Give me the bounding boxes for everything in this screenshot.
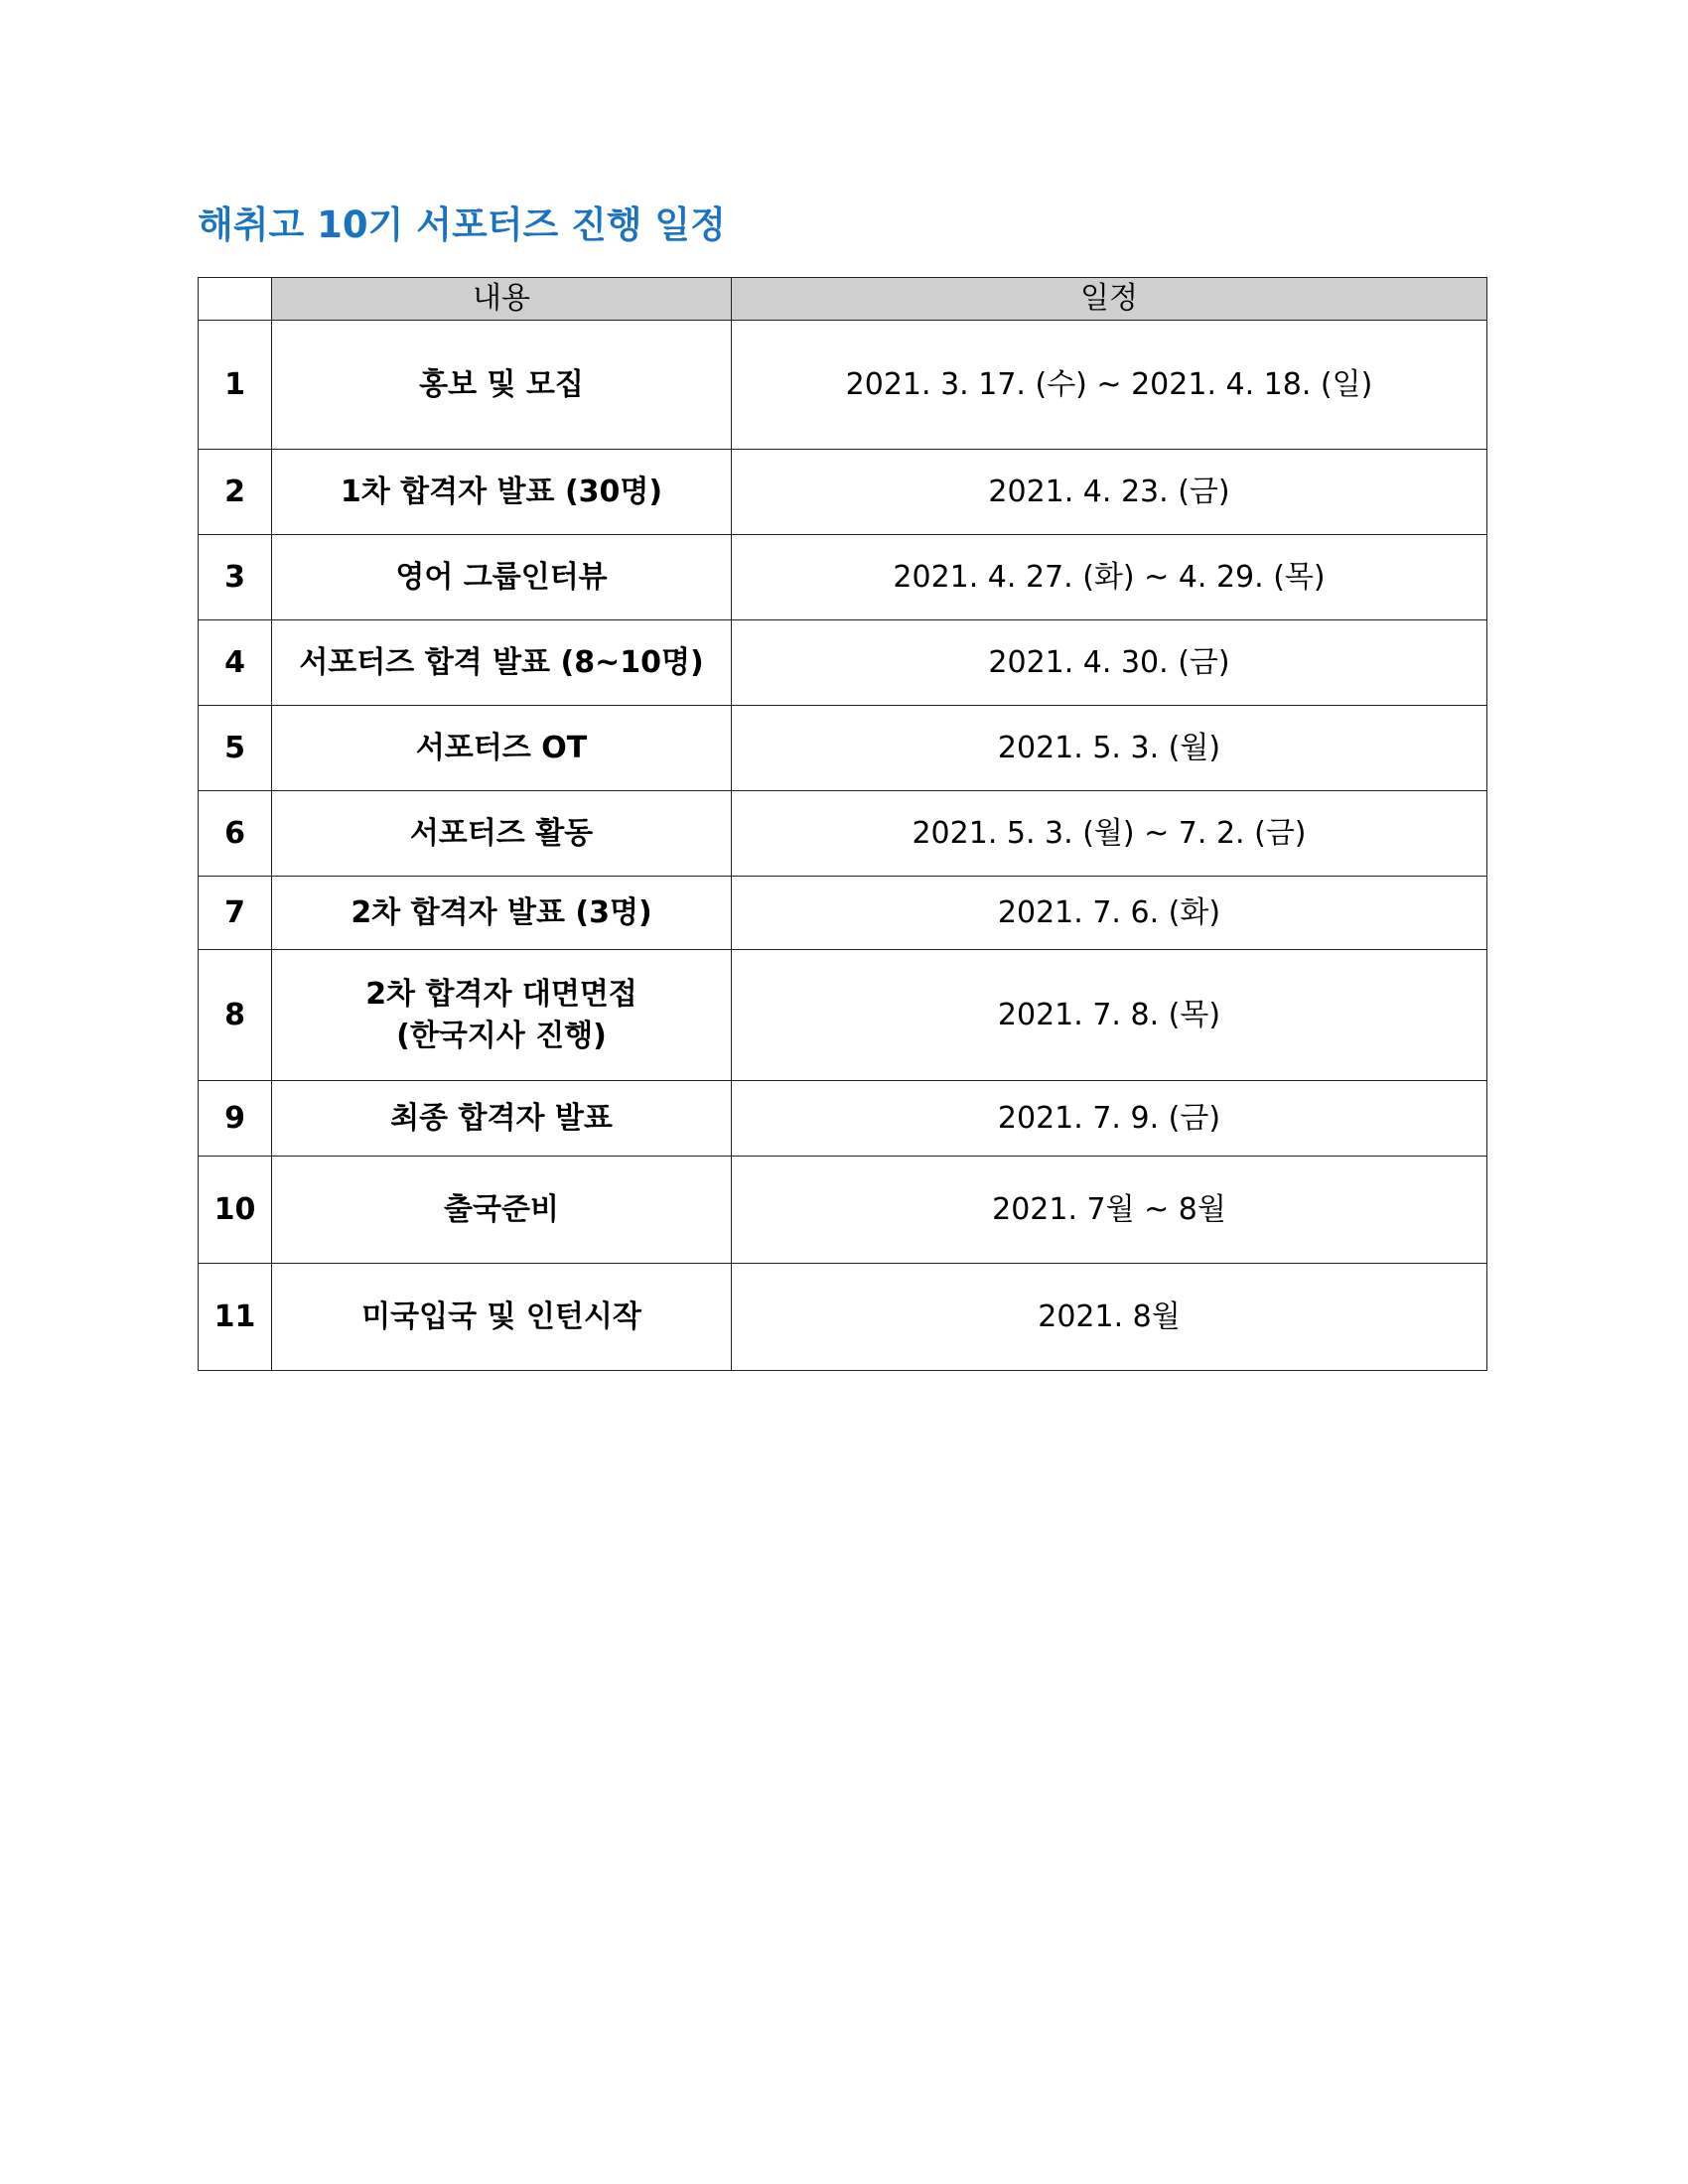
row-date: 2021. 7월 ~ 8월	[732, 1157, 1487, 1264]
table-row	[199, 1264, 1487, 1371]
row-number: 9	[199, 1081, 272, 1157]
row-number: 1	[199, 321, 272, 450]
row-content: 영어 그룹인터뷰	[272, 535, 732, 620]
row-date: 2021. 8월	[732, 1264, 1487, 1371]
header-no	[199, 278, 272, 321]
row-number: 6	[199, 791, 272, 877]
table-row	[199, 1157, 1487, 1264]
row-number: 5	[199, 706, 272, 791]
row-date: 2021. 7. 9. (금)	[732, 1081, 1487, 1157]
row-number: 10	[199, 1157, 272, 1264]
table-row	[199, 791, 1487, 877]
row-content: 미국입국 및 인턴시작	[272, 1264, 732, 1371]
row-content: 출국준비	[272, 1157, 732, 1264]
row-content: 1차 합격자 발표 (30명)	[272, 450, 732, 535]
row-date: 2021. 4. 23. (금)	[732, 450, 1487, 535]
table-row	[199, 620, 1487, 706]
row-date: 2021. 7. 8. (목)	[732, 950, 1487, 1081]
row-date: 2021. 7. 6. (화)	[732, 877, 1487, 950]
page-title: 해취고 10기 서포터즈 진행 일정	[198, 204, 726, 246]
row-content	[272, 950, 732, 1081]
row-date: 2021. 4. 27. (화) ~ 4. 29. (목)	[732, 535, 1487, 620]
table-row	[199, 1081, 1487, 1157]
table-row	[199, 321, 1487, 450]
table-header-row	[199, 278, 1487, 321]
row-number: 3	[199, 535, 272, 620]
row-number: 2	[199, 450, 272, 535]
table-row	[199, 535, 1487, 620]
table-row	[199, 877, 1487, 950]
row-date: 2021. 4. 30. (금)	[732, 620, 1487, 706]
schedule-table	[198, 277, 1487, 1371]
header-date: 일정	[732, 278, 1487, 321]
row-number: 11	[199, 1264, 272, 1371]
header-content: 내용	[272, 278, 732, 321]
row-content: 서포터즈 합격 발표 (8~10명)	[272, 620, 732, 706]
row-number: 7	[199, 877, 272, 950]
row-content-line2: (한국지사 진행)	[396, 1018, 607, 1053]
row-content: 2차 합격자 발표 (3명)	[272, 877, 732, 950]
row-date: 2021. 5. 3. (월) ~ 7. 2. (금)	[732, 791, 1487, 877]
table-row	[199, 950, 1487, 1081]
row-date: 2021. 3. 17. (수) ~ 2021. 4. 18. (일)	[732, 321, 1487, 450]
table-row	[199, 706, 1487, 791]
row-content: 서포터즈 활동	[272, 791, 732, 877]
row-number: 8	[199, 950, 272, 1081]
row-content: 홍보 및 모집	[272, 321, 732, 450]
table-row	[199, 450, 1487, 535]
row-content-line1: 2차 합격자 대면면접	[365, 976, 637, 1012]
row-content: 서포터즈 OT	[272, 706, 732, 791]
row-content: 최종 합격자 발표	[272, 1081, 732, 1157]
row-date: 2021. 5. 3. (월)	[732, 706, 1487, 791]
row-number: 4	[199, 620, 272, 706]
